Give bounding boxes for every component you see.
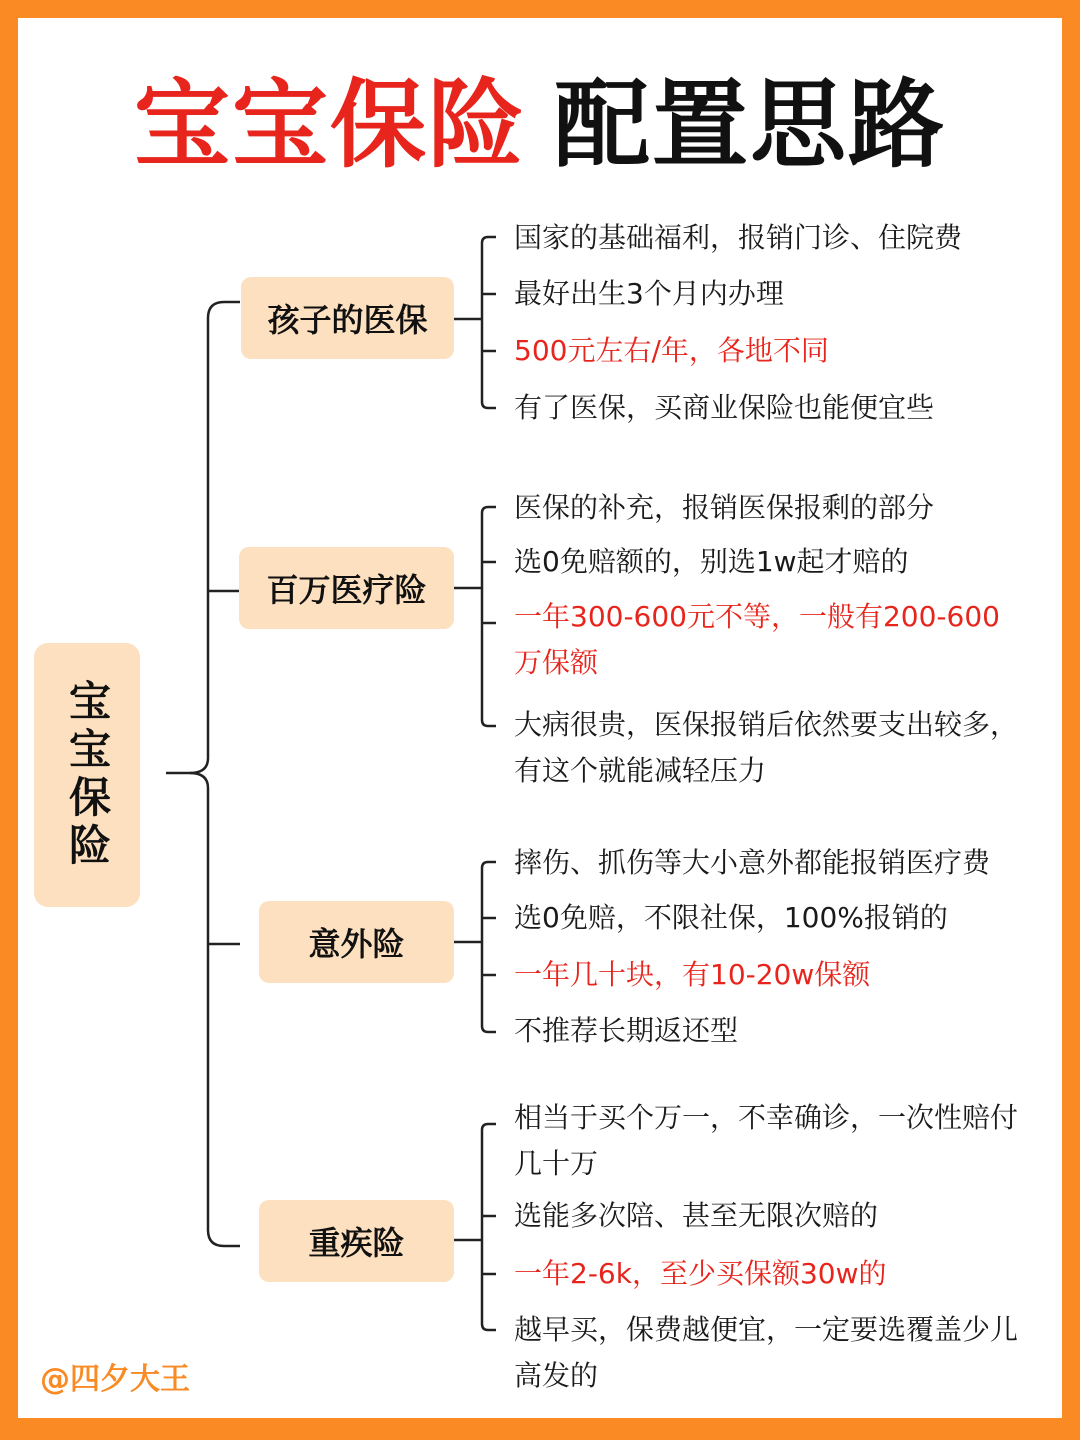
list-item: 有了医保，买商业保险也能便宜些: [514, 391, 935, 424]
list-item: 医保的补充，报销医保报剩的部分: [514, 491, 935, 524]
list-item-highlight: 一年300-600元不等，一般有200-600万保额: [514, 600, 1000, 679]
root-label: 宝宝保险: [63, 679, 112, 871]
main-bracket-lower: [190, 773, 240, 1246]
list-item: 最好出生3个月内办理: [514, 277, 784, 310]
list-item: 国家的基础福利，报销门诊、住院费: [514, 221, 963, 254]
list-item-highlight: 一年几十块，有10-20w保额: [514, 958, 871, 991]
list-item-highlight: 500元左右/年，各地不同: [514, 334, 829, 367]
list-item: 选0免赔额的，别选1w起才赔的: [514, 545, 909, 578]
group1-line-top: [482, 237, 496, 408]
list-item: 大病很贵，医保报销后依然要支出较多，有这个就能减轻压力: [514, 708, 1019, 787]
category-accident: 意外险: [259, 901, 454, 983]
main-bracket: [166, 302, 240, 773]
title-part-red: 宝宝保险: [134, 69, 526, 181]
list-item: 不推荐长期返还型: [514, 1014, 739, 1047]
list-item: 选0免赔，不限社保，100%报销的: [514, 901, 948, 934]
author-handle: @四夕大王: [40, 1362, 190, 1397]
group3-line: [482, 862, 496, 1032]
title-part-black: 配置思路: [554, 69, 946, 181]
list-item-highlight: 一年2-6k，至少买保额30w的: [514, 1257, 887, 1290]
root-node: [34, 643, 140, 907]
list-item: 摔伤、抓伤等大小意外都能报销医疗费: [514, 846, 991, 879]
group4-line: [482, 1124, 496, 1330]
category-critical-illness: 重疾险: [259, 1200, 454, 1282]
category-million-medical: 百万医疗险: [239, 547, 454, 629]
list-item: 相当于买个万一，不幸确诊，一次性赔付几十万: [514, 1101, 1019, 1180]
category-medical-insurance: 孩子的医保: [241, 277, 454, 359]
mindmap-card: [18, 18, 1062, 1418]
list-item: 越早买，保费越便宜，一定要选覆盖少儿高发的: [514, 1313, 1019, 1392]
list-item: 选能多次陪、甚至无限次赔的: [514, 1199, 879, 1232]
group2-line: [482, 507, 496, 726]
